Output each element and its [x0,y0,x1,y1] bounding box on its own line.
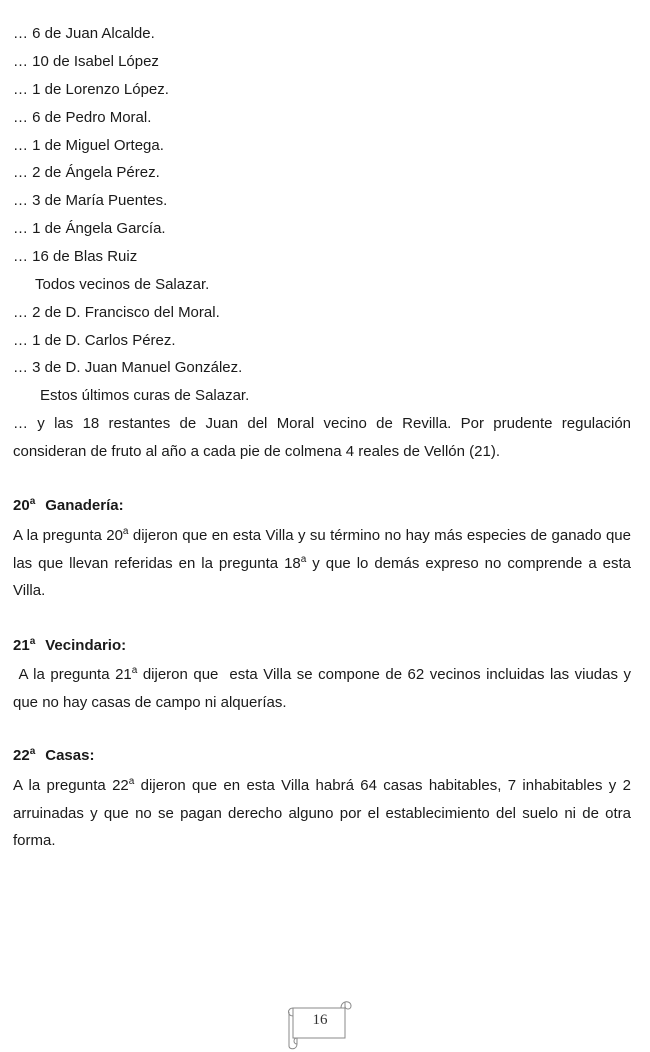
list-item: … 6 de Juan Alcalde. [13,25,155,42]
list-item: … 10 de Isabel López [13,53,159,70]
section-number: 20 [13,497,30,514]
page-number: 16 [312,1012,328,1028]
section-number: 22 [13,747,30,764]
ordinal-mark: a [29,496,36,507]
list-item: … 1 de D. Carlos Pérez. [13,332,176,349]
list-item: … 16 de Blas Ruiz [13,248,138,265]
note-vecinos: Todos vecinos de Salazar. [35,276,210,293]
section-body-21: A la pregunta 21$^a$ dijeron que esta Villa se compone de 62 vecinos incluidas las viudas y que no hay casas de campo ni alquerías. [13,665,636,711]
section-heading-22 [13,746,94,766]
section-title: Casas: [45,747,95,764]
section-body-22: A la pregunta 22$^a$ dijeron que en esta Villa habrá 64 casas habitables, 7 inhabitables y 2 arruinadas y que no se pagan derecho alguno por el establecimiento del suelo ni de otra forma. [13,776,631,849]
list-item: … 2 de Ángela Pérez. [13,164,160,181]
section-heading-21 [13,636,126,656]
list-item: … 1 de Ángela García. [13,220,166,237]
ordinal-mark: a [29,636,36,647]
section-body-20: A la pregunta 20$^a$ dijeron que en esta Villa y su término no hay más especies de ganado que las que llevan referidas en la pregunta 18$^a$ y que lo demás expreso no comprende a esta Villa. [13,526,631,599]
section-title: Ganadería: [45,497,124,514]
list-item: … 2 de D. Francisco del Moral. [13,304,220,321]
closing-paragraph: … y las 18 restantes de Juan del Moral vecino de Revilla. Por prudente regulación consideran de fruto al año a cada pie de colmena 4 reales de Vellón (21). [13,415,631,460]
section-title: Vecindario: [45,637,127,654]
list-item: … 6 de Pedro Moral. [13,109,152,126]
section-number: 21 [13,637,30,654]
list-item: … 3 de María Puentes. [13,192,168,209]
note-curas: Estos últimos curas de Salazar. [40,387,250,404]
ordinal-mark: a [29,746,36,757]
page-number-ornament [283,996,357,1052]
list-item: … 1 de Miguel Ortega. [13,137,164,154]
section-heading-20 [13,496,124,516]
list-item: … 3 de D. Juan Manuel González. [13,359,243,376]
list-item: … 1 de Lorenzo López. [13,81,169,98]
